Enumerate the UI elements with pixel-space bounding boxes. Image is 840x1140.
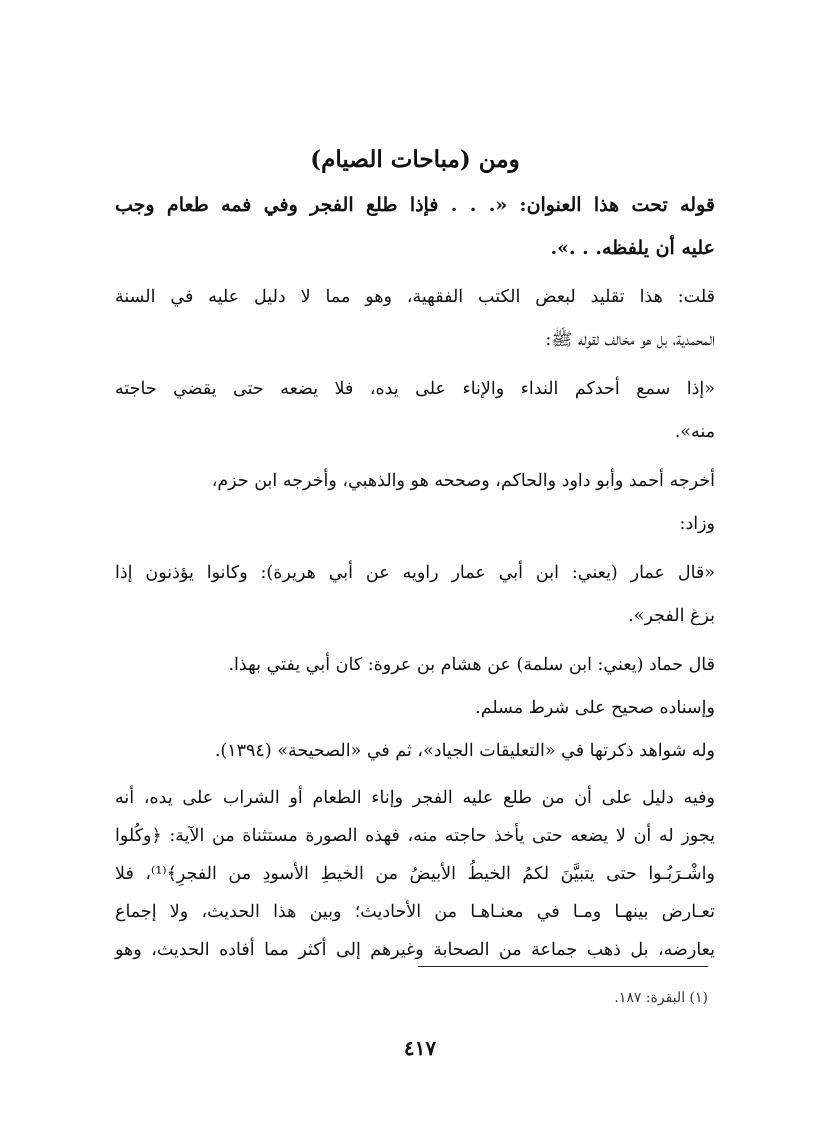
text-line: يعارضه، بل ذهب جماعة من الصحابة وغيرهم إلى أكثر مما أفاده الحديث، وهو <box>115 940 715 960</box>
text-line: عليه أن يلفظه. . .». <box>550 237 715 259</box>
text-line: يجوز له أن لا يضعه حتى يأخذ حاجته منه، فهذه الصورة مستثناة من الآية: ﴿وكُلوا <box>115 826 715 846</box>
text-line: وإسناده صحيح على شرط مسلم. <box>475 698 715 718</box>
footnote: (١) البقرة: ١٨٧. <box>614 990 708 1006</box>
text-line: «إذا سمع أحدكم النداء والإناء على يده، فلا يضعه حتى يقضي حاجته <box>115 379 715 399</box>
text-line: قوله تحت هذا العنوان: «. . . فإذا طلع الفجر وفي فمه طعام وجب <box>115 194 715 216</box>
text-line: تعـارض بينهـا ومـا في معنـاهـا من الأحاديث؛ وبين هذا الحديث، ولا إجماع <box>115 902 715 922</box>
text-line: وفيه دليل على أن من طلع عليه الفجر وإناء الطعام أو الشراب على يده، أنه <box>115 788 715 808</box>
text-line: منه». <box>674 422 715 442</box>
text-line: المحمدية، بل هو مخالف لقوله ﷺ: <box>545 330 715 350</box>
text-line: واشْـرَبُـوا حتى يتبيَّنَ لكمُ الخيطُ الأبيضُ من الخيطِ الأسودِ من الفجرِ﴾⁽¹⁾، فلا <box>115 864 715 884</box>
page-body <box>115 140 715 969</box>
text-line: قلت: هذا تقليد لبعض الكتب الفقهية، وهو مما لا دليل عليه في السنة <box>115 287 715 307</box>
text-line: وله شواهد ذكرتها في «التعليقات الجياد»، ثم في «الصحيحة» (١٣٩٤). <box>214 741 715 761</box>
text-line: بزغ الفجر». <box>628 606 715 626</box>
text-line: أخرجه أحمد وأبو داود والحاكم، وصححه هو والذهبي، وأخرجه ابن حزم، <box>211 471 715 491</box>
text-line: «قال عمار (يعني: ابن أبي عمار راويه عن أبي هريرة): وكانوا يؤذنون إذا <box>115 563 715 583</box>
footnote-separator <box>418 966 708 967</box>
section-heading: ومن (مباحات الصيام) <box>310 146 520 173</box>
page-number: ٤١٧ <box>403 1036 437 1060</box>
text-line: وزاد: <box>679 514 715 534</box>
text-line: قال حماد (يعني: ابن سلمة) عن هشام بن عروة: كان أبي يفتي بهذا. <box>228 655 715 675</box>
